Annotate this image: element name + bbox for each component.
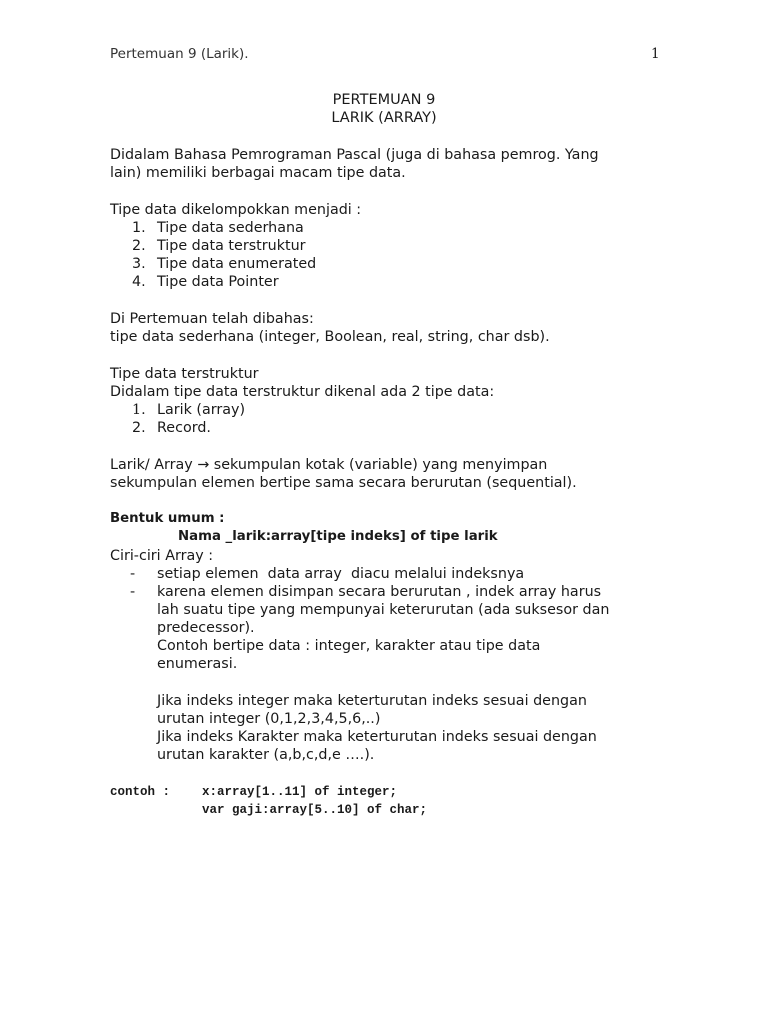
bullet-item xyxy=(110,565,670,583)
list-item xyxy=(110,219,670,237)
page-number: 1 xyxy=(651,46,660,62)
list-number: 1. xyxy=(132,219,146,236)
bullet-continuation: predecessor). xyxy=(157,619,255,636)
list-number: 1. xyxy=(132,401,146,418)
bullet-continuation: enumerasi. xyxy=(157,656,238,673)
definition-line: Larik/ Array → sekumpulan kotak (variable) yang menyimpan xyxy=(110,456,548,473)
section-heading: Tipe data terstruktur xyxy=(110,365,259,382)
note-line: urutan integer (0,1,2,3,4,5,6,..) xyxy=(157,710,381,727)
list-item xyxy=(110,401,670,419)
title-line: LARIK (ARRAY) xyxy=(331,110,437,126)
list-number: 2. xyxy=(132,419,146,436)
definition-line: sekumpulan elemen bertipe sama secara berurutan (sequential). xyxy=(110,474,577,491)
list-text: Tipe data sederhana xyxy=(157,219,304,236)
paragraph-line: lain) memiliki berbagai macam tipe data. xyxy=(110,165,406,182)
list-text: Record. xyxy=(157,419,211,436)
list-item xyxy=(110,273,670,291)
paragraph-line: tipe data sederhana (integer, Boolean, real, string, char dsb). xyxy=(110,328,550,345)
title-line: PERTEMUAN 9 xyxy=(332,92,436,108)
list-number: 4. xyxy=(132,274,146,291)
paragraph-line: Didalam tipe data terstruktur dikenal ada 2 tipe data: xyxy=(110,383,495,400)
bullet-continuation: Contoh bertipe data : integer, karakter atau tipe data xyxy=(157,638,541,655)
bullet-dash: - xyxy=(130,565,136,582)
list-item xyxy=(110,255,670,273)
running-header: Pertemuan 9 (Larik). xyxy=(110,46,249,62)
list-text: Tipe data enumerated xyxy=(157,256,317,273)
list-item xyxy=(110,237,670,255)
bullet-continuation: lah suatu tipe yang mempunyai keterurutan (ada suksesor dan xyxy=(157,601,610,618)
code-text: var gaji:array[5..10] of char; xyxy=(202,802,428,817)
list-text: Tipe data Pointer xyxy=(157,274,279,291)
paragraph-line: Didalam Bahasa Pemrograman Pascal (juga di bahasa pemrog. Yang xyxy=(110,147,599,163)
document-title xyxy=(0,91,768,127)
bullet-text: karena elemen disimpan secara berurutan , indek array harus xyxy=(157,583,602,600)
note-line: urutan karakter (a,b,c,d,e ….). xyxy=(157,747,375,764)
code-label: contoh : xyxy=(110,784,171,799)
bullet-dash: - xyxy=(130,583,136,600)
note-line: Jika indeks Karakter maka keterturutan indeks sesuai dengan xyxy=(157,729,597,745)
list-text: Tipe data terstruktur xyxy=(157,237,306,254)
syntax-line: Nama _larik:array[tipe indeks] of tipe larik xyxy=(178,529,498,545)
code-text: x:array[1..11] of integer; xyxy=(202,784,398,799)
list-heading: Tipe data dikelompokkan menjadi : xyxy=(110,201,362,218)
bullet-item xyxy=(110,583,670,601)
document-body xyxy=(110,146,670,819)
list-number: 3. xyxy=(132,256,146,273)
bullet-text: setiap elemen data array diacu melalui indeksnya xyxy=(157,565,525,582)
traits-heading: Ciri-ciri Array : xyxy=(110,547,214,564)
list-number: 2. xyxy=(132,237,146,254)
code-line xyxy=(110,783,670,801)
list-item xyxy=(110,419,670,437)
list-text: Larik (array) xyxy=(157,401,246,418)
form-label: Bentuk umum : xyxy=(110,511,225,527)
paragraph-line: Di Pertemuan telah dibahas: xyxy=(110,310,314,327)
code-line xyxy=(110,801,670,819)
note-line: Jika indeks integer maka keterturutan indeks sesuai dengan xyxy=(157,692,587,709)
